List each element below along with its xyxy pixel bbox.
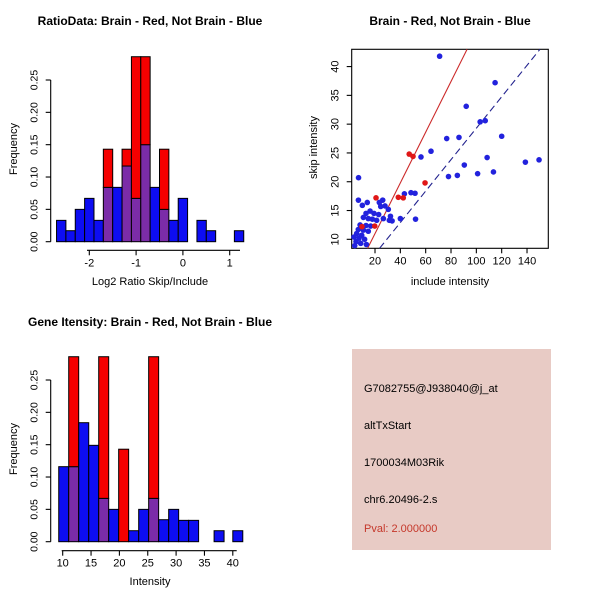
histogram-bar-overlap — [149, 498, 159, 541]
blue-regression-line — [380, 49, 540, 248]
blue-data-point — [360, 203, 366, 209]
blue-data-point — [482, 118, 488, 124]
gene-hist-xlabel: Intensity — [129, 576, 171, 588]
histogram-bar-blue — [159, 520, 169, 542]
blue-data-point — [484, 155, 490, 161]
blue-data-point — [386, 207, 392, 213]
blue-data-point — [352, 243, 358, 249]
scatter-ylabel: skip intensity — [308, 116, 320, 179]
info-panel — [352, 349, 551, 550]
red-data-point — [410, 154, 416, 160]
histogram-bar-blue — [233, 531, 243, 542]
blue-data-point — [374, 218, 380, 224]
histogram-bar-blue — [197, 220, 206, 241]
histogram-bar-red — [141, 57, 150, 145]
red-data-point — [422, 180, 428, 186]
red-data-point — [372, 223, 378, 229]
blue-data-point — [462, 162, 468, 168]
ratio-hist-title: RatioData: Brain - Red, Not Brain - Blue — [37, 14, 263, 28]
ratio-hist-ylabel: Frequency — [8, 123, 20, 175]
tick-label: 40 — [226, 557, 239, 570]
histogram-bar-blue — [59, 467, 69, 542]
scatter-xlabel: include intensity — [410, 276, 490, 288]
blue-data-point — [499, 133, 505, 139]
gene-name-text: 1700034M03Rik — [364, 457, 445, 469]
blue-data-point — [371, 211, 377, 217]
tick-label: 40 — [329, 60, 342, 73]
tick-label: 0.10 — [28, 466, 41, 488]
histogram-bar-blue — [109, 509, 119, 541]
histogram-bar-overlap — [160, 209, 169, 241]
event-type-text: altTxStart — [364, 420, 412, 432]
location-text: chr6.20496-2.s — [364, 494, 438, 506]
tick-label: 15 — [84, 557, 98, 570]
blue-data-point — [437, 53, 443, 59]
tick-label: 10 — [329, 233, 342, 246]
tick-label: 0.20 — [28, 102, 41, 123]
histogram-bar-blue — [139, 509, 149, 541]
tick-label: 0.20 — [28, 402, 41, 423]
tick-label: 40 — [394, 255, 407, 268]
blue-data-point — [362, 237, 368, 243]
tick-label: 35 — [329, 89, 342, 102]
histogram-bar-blue — [234, 231, 243, 242]
histogram-bar-blue — [178, 198, 187, 241]
ratio-hist-xlabel: Log2 Ratio Skip/Include — [91, 276, 209, 288]
tick-label: 10 — [56, 557, 69, 570]
histogram-bar-blue — [169, 220, 178, 241]
blue-data-point — [428, 148, 434, 154]
histogram-bar-red — [103, 149, 112, 187]
blue-data-point — [491, 169, 497, 175]
gene-hist-ylabel: Frequency — [8, 423, 20, 475]
tick-label: 1 — [226, 257, 233, 270]
blue-data-point — [358, 241, 364, 247]
blue-data-point — [456, 135, 462, 141]
histogram-bar-blue — [66, 231, 75, 242]
tick-label: 0.15 — [28, 134, 41, 155]
histogram-bar-blue — [150, 187, 159, 241]
histogram-bar-overlap — [131, 198, 140, 241]
blue-data-point — [365, 228, 371, 234]
histogram-bar-overlap — [69, 467, 79, 542]
histogram-bar-red — [69, 357, 79, 467]
tick-label: 0 — [179, 257, 186, 270]
blue-data-point — [413, 216, 419, 222]
blue-data-point — [536, 157, 542, 163]
tick-label: 15 — [329, 204, 342, 217]
histogram-bar-overlap — [99, 498, 109, 541]
tick-label: -2 — [84, 257, 95, 270]
blue-data-point — [380, 197, 386, 203]
tick-label: 60 — [419, 255, 432, 268]
blue-data-point — [475, 171, 481, 177]
blue-data-point — [492, 80, 498, 86]
tick-label: 120 — [492, 255, 511, 268]
blue-data-point — [361, 215, 367, 221]
histogram-bar-blue — [169, 509, 179, 541]
histogram-bar-red — [131, 57, 140, 199]
tick-label: 25 — [329, 146, 342, 160]
tick-label: -1 — [131, 257, 141, 270]
histogram-bar-blue — [89, 445, 99, 541]
red-data-point — [400, 195, 406, 201]
blue-data-point — [418, 154, 424, 160]
tick-label: 20 — [368, 255, 382, 268]
tick-label: 0.25 — [28, 369, 41, 391]
pval-text: Pval: 2.000000 — [364, 523, 438, 535]
blue-data-point — [446, 174, 452, 180]
blue-data-point — [376, 212, 382, 218]
tick-label: 20 — [113, 557, 126, 570]
histogram-bar-red — [149, 357, 159, 499]
histogram-bar-blue — [129, 531, 139, 542]
scatter-title: Brain - Red, Not Brain - Blue — [369, 14, 531, 28]
tick-label: 0.15 — [28, 434, 41, 455]
blue-data-point — [398, 216, 404, 222]
histogram-bar-blue — [206, 231, 215, 242]
probe-id-text: G7082755@J938040@j_at — [364, 383, 498, 395]
histogram-bar-blue — [113, 187, 122, 241]
histogram-bar-blue — [179, 520, 189, 541]
blue-data-point — [364, 200, 370, 206]
tick-label: 0.00 — [28, 231, 41, 252]
blue-data-point — [389, 218, 395, 224]
blue-data-point — [477, 119, 483, 125]
tick-label: 30 — [169, 557, 183, 570]
histogram-bar-blue — [189, 520, 199, 541]
histogram-bar-red — [122, 149, 131, 166]
histogram-bar-blue — [214, 531, 224, 542]
gene-hist-title: Gene Itensity: Brain - Red, Not Brain - Blue — [27, 315, 273, 329]
tick-label: 25 — [141, 557, 154, 570]
tick-label: 35 — [198, 557, 211, 570]
tick-label: 0.25 — [28, 69, 41, 91]
blue-data-point — [381, 216, 387, 222]
histogram-bar-overlap — [122, 166, 131, 242]
histogram-bar-red — [160, 149, 169, 209]
red-data-point — [396, 194, 402, 200]
blue-data-point — [356, 197, 362, 203]
histogram-bar-blue — [79, 423, 89, 542]
histogram-bar-red — [99, 357, 109, 499]
blue-data-point — [356, 175, 362, 181]
blue-data-point — [364, 242, 370, 248]
tick-label: 0.10 — [28, 166, 41, 188]
tick-label: 20 — [329, 175, 342, 188]
tick-label: 0.05 — [28, 199, 41, 220]
blue-data-point — [523, 159, 529, 165]
tick-label: 100 — [467, 255, 486, 268]
red-data-point — [359, 224, 365, 230]
histogram-bar-blue — [75, 209, 84, 241]
blue-data-point — [463, 104, 469, 110]
red-data-point — [373, 195, 379, 201]
tick-label: 80 — [444, 255, 458, 268]
histogram-bar-red — [119, 449, 129, 541]
histogram-bar-blue — [94, 220, 103, 241]
tick-label: 0.05 — [28, 499, 41, 520]
blue-data-point — [455, 173, 461, 179]
histogram-bar-blue — [85, 198, 94, 241]
histogram-bar-blue — [57, 220, 66, 241]
histogram-bar-overlap — [103, 187, 112, 241]
tick-label: 140 — [517, 255, 537, 268]
tick-label: 30 — [329, 118, 342, 131]
blue-data-point — [444, 136, 450, 142]
tick-label: 0.00 — [28, 531, 41, 552]
blue-data-point — [412, 190, 418, 196]
histogram-bar-overlap — [141, 145, 150, 242]
